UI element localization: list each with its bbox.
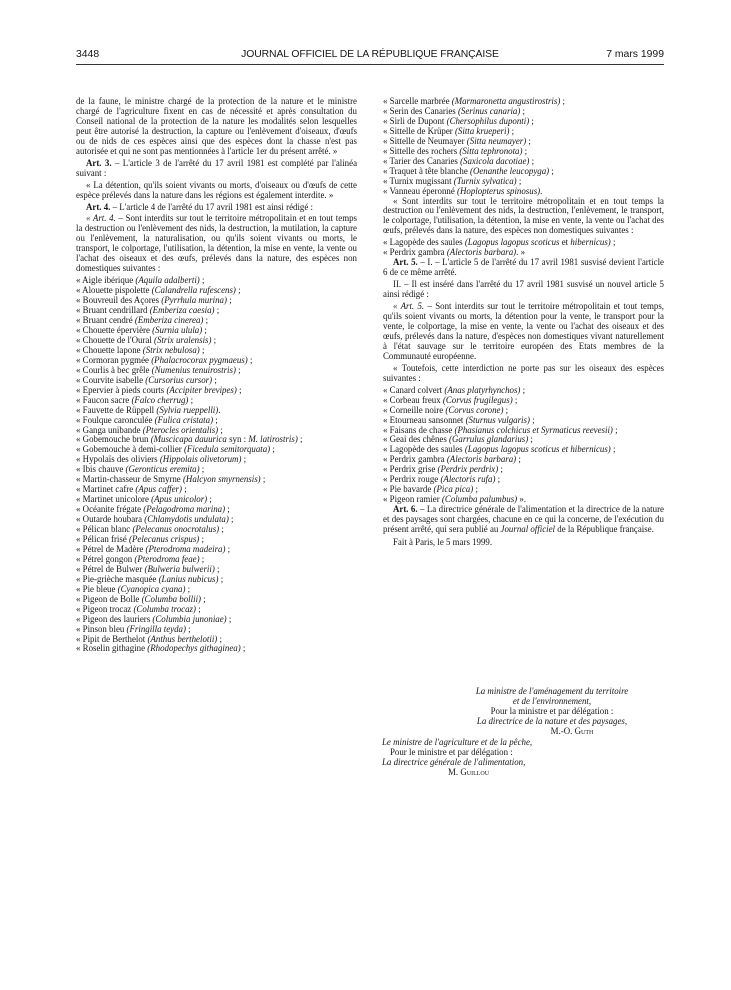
species-latin-name: (Pelagodroma marina) [143,504,226,515]
species-common-name: « Pélican frisé [76,533,129,544]
species-punctuation: ; [236,384,242,395]
species-common-name: « Perdrix rouge [383,474,441,485]
species-punctuation: ; [549,165,554,176]
species-list-exceptions [383,386,664,505]
fait-a-paris: Fait à Paris, le 5 mars 1999. [393,536,493,547]
species-punctuation: ; [199,553,205,564]
species-latin-name: (Calandrella rufescens) [151,285,236,296]
article-5-quote-text: – Sont interdits sur tout le territoire métropolitain et tout temps, qu'ils soient vivants ou morts, la détention pour la vente, le transport pour la vente, le colportage, la mise en vente, la vente ou l'achat des oiseaux et des œufs, prélevés dans la nature, d'espèces non domestiques vivant naturellement à l'état sauvage sur le territoire européen des Etats membres de la Communauté européenne. [383,301,664,361]
species-latin-name: (Alectoris rufa) [440,474,496,485]
species-common-name: « Pinson bleu [76,623,127,634]
species-punctuation: ; [495,474,501,485]
species-punctuation: ; [529,115,534,126]
species-punctuation: ; [199,344,205,355]
sig1-line1: La ministre de l'aménagement du territoire [475,686,629,696]
journal-title: JOURNAL OFFICIEL DE LA RÉPUBLIQUE FRANÇAISE [241,49,499,60]
species-common-name: « Pigeon trocaz [76,603,134,614]
species-latin-name: (Sturnus vulgaris) [465,414,530,425]
species-punctuation: ; [213,414,218,425]
species-latin-name: (Strix uralensis) [154,334,212,345]
species-punctuation: ; [199,275,205,286]
species-punctuation: ; [241,454,247,465]
species-latin-name: (Emberiza cinerea) [134,315,204,326]
article-5-quote-label: « Art. 5. [393,301,425,312]
species-punctuation: ; [214,305,220,316]
species-common-name: « Traquet à tête blanche [383,165,470,176]
journal-officiel-ref: Journal officiel [500,524,556,535]
species-common-name: « Outarde houbara [76,514,145,525]
species-common-name: « Epervier à pieds courts [76,384,167,395]
species-punctuation: ; [185,583,191,594]
species-latin-name: (Rhodopechys githaginea) [147,643,241,654]
signature-block-agriculture [382,738,582,778]
page-number: 3448 [76,49,100,60]
species-punctuation: ; [520,105,525,116]
sig2-name: M. Guillou [448,766,490,777]
species-common-name: « Pétrel de Madère [76,543,146,554]
species-latin-name: (Apus unicolor) [151,494,208,505]
species-latin-name: (Ficedula semitorquata) [183,444,271,455]
species-latin-name: (Pyrrhula murina) [161,295,227,306]
species-punctuation: ; [211,334,217,345]
species-latin-name: (Numenius tenuirostris) [151,364,236,375]
sig1-name: M.-O. Guth [550,725,594,736]
species-punctuation: ; [528,434,533,445]
species-latin-name: (Perdrix perdrix) [437,464,499,475]
article-3-label: Art. 3. [86,157,112,168]
species-punctuation: ». [517,494,526,505]
species-latin-name: (Emberiza caesia) [149,305,215,316]
species-latin-name: (Pelecanus crispus) [129,533,200,544]
species-punctuation: ; [610,237,616,248]
species-latin-name: (Sitta krueperi) [454,125,510,136]
species-punctuation: ; [202,324,207,335]
species-common-name: « Courlis à bec grêle [76,364,152,375]
species-common-name: « Ganga unibande [76,424,143,435]
sig2-line1: Le ministre de l'agriculture et de la pêche, [382,737,533,747]
species-punctuation: ; [498,464,503,475]
paragraph-interdits: « Sont interdits sur tout le territoire métropolitain et en tout temps la destruction ou l'enlèvement des nids, la destruction, l'enlèvement, le transport, le colportage, l'utilisation, la détention, la mise en vente, la vente ou l'achat des œufs, prélevés dans la nature, des espèces non domestiques suivantes : [383,195,664,236]
article-6-end: de la République française. [555,524,654,535]
species-latin-name: M. latirostris) [248,434,298,445]
species-punctuation: ; [529,414,535,425]
species-punctuation: ; [218,573,224,584]
sig2-line2: Pour le ministre et par délégation : [390,746,513,757]
species-common-name: « Alouette pispolette [76,285,152,296]
species-punctuation: ; [203,315,209,326]
species-common-name: « Pie bavarde [383,484,434,495]
species-common-name: « Sarcelle marbrée [383,96,452,106]
species-punctuation: et [559,237,571,248]
article-4-quote-label: « Art. 4. [86,213,116,224]
species-common-name: « Aigle ibérique [76,275,136,286]
paragraph-faune: de la faune, le ministre chargé de la protection de la nature et le ministre chargé de l'agriculture fixent en cas de nécessité et après consultation du Conseil national de la protection de la nature les modalités selon lesquelles peut être autorisé la destruction, la capture ou l'enlèvement d'oiseaux, d'œufs ou de nids de ces espèces ainsi que des espèces dont la chasse n'est pas autorisée et qui ne sont pas mentionnées à l'article 1er du présent arrêté. » [76,96,357,156]
article-3-text: – L'article 3 de l'arrêté du 17 avril 1981 est complété par l'alinéa suivant : [76,157,358,178]
species-latin-name: (Alectoris barbara) [446,454,517,465]
species-punctuation: ; [526,135,531,146]
species-common-name: « Perdrix grise [383,464,438,475]
species-common-name: « Océanite frégate [76,504,144,515]
species-common-name: « Corbeau freux [383,394,443,405]
species-punctuation: ; [240,643,246,654]
species-latin-name: (Apus caffer) [135,484,182,495]
sig1-line4: La directrice de la nature et des paysages, [476,715,628,726]
species-latin-name: (Lagopus lagopus scoticus et hibernicus) [464,444,611,455]
species-latin-name: (Accipiter brevipes) [166,384,237,395]
article-4-quote [76,214,357,274]
species-latin-name: (Lanius nubicus) [158,573,219,584]
article-6 [383,505,664,535]
species-latin-name: (Aquila adalberti) [135,275,200,286]
signature-block-environment [440,687,664,737]
left-column [76,97,357,654]
species-punctuation: ; [235,285,241,296]
species-common-name: « Chouette épervière [76,324,153,335]
species-latin-name: (Marmaronetta angustirostris) [451,96,561,106]
species-common-name: « Martinet cafre [76,484,136,495]
species-latin-name: (Falco cherrug) [131,394,189,405]
article-4-quote-text: – Sont interdits sur tout le territoire métropolitain et en tout temps la destruction ou l'enlèvement des nids, la destruction, la mutilation, la capture ou l'enlèvement, la naturalisation, ou qu'ils soient vivants ou morts, le transport, le colportage, l'utilisation, la détention, la mise en vente, la vente ou l'achat des oiseaux et des œufs, prélevés dans la nature, des espèces non domestiques suivantes : [76,213,357,274]
species-latin-name: (Chlamydotis undulata) [144,514,229,525]
species-common-name: « Sirli de Dupont [383,115,447,126]
species-common-name: « Gobemouche à demi-collier [76,444,184,455]
species-latin-name: (Strix nebulosa) [142,344,200,355]
species-punctuation: ; [509,125,515,136]
species-punctuation: ; [560,96,565,106]
species-item [76,644,357,654]
species-latin-name: (Pelecanus onocrotalus) [132,524,220,535]
species-punctuation: ; [226,613,232,624]
species-common-name: « Sittelle de Krüper [383,125,455,136]
paragraph-detention: « La détention, qu'ils soient vivants ou morts, d'oiseaux ou d'œufs de cette espèce prélevés dans la nature dans les régions est également interdite. » [76,179,357,200]
species-latin-name: (Anthus berthelotii) [147,633,218,644]
article-4-label: Art. 4. [86,201,111,212]
species-latin-name: (Columba trocaz) [133,603,196,614]
sig1-line3: Pour la ministre et par délégation : [490,705,614,716]
sig2-line3: La directrice générale de l'alimentation, [382,756,526,767]
species-latin-name: (Columba bollii) [141,593,201,604]
species-common-name: « Chouette de l'Oural [76,334,155,345]
species-latin-name: (Lagopus lagopus scoticus [464,237,560,248]
species-punctuation: ; [214,563,220,574]
species-latin-name: (Oenanthe leucopyga) [470,165,550,176]
page-header [76,49,664,63]
species-common-name: « Pigeon de Bolle [76,593,142,604]
header-rule [76,64,664,65]
species-punctuation: ; [610,444,616,455]
species-common-name: « Pigeon des lauriers [76,613,153,624]
species-punctuation: ; [270,444,275,455]
species-latin-name: (Alectoris barbara) [446,247,517,258]
species-latin-name: (Saxicola dacotiae) [460,155,530,166]
species-common-name: « Sittelle de Neumayer [383,135,467,146]
species-common-name: « Pélican blanc [76,524,133,535]
species-punctuation: . [218,404,221,415]
species-latin-name: (Serinus canaria) [457,105,521,116]
species-common-name: « Bruant cendrillard [76,305,150,316]
species-punctuation: ; [516,175,522,186]
article-6-text: – La directrice générale de l'alimentation et la directrice de la nature et des paysages sont chargées, chacune en ce qui la concerne, de l'exécution du présent arrêté, qui sera publié au [383,504,664,535]
species-common-name: « Perdrix gambra [383,247,447,258]
species-punctuation: ; [199,464,205,475]
species-punctuation: ; [225,543,231,554]
species-common-name: « Roselin githagine [76,643,148,654]
species-punctuation: ; [219,524,224,535]
species-punctuation: ; [260,474,266,485]
species-latin-name: (Geronticus eremita) [125,464,200,475]
species-common-name: « Etourneau sansonnet [383,414,466,425]
article-5-text: – I. – L'article 5 de l'arrêté du 17 avril 1981 susvisé devient l'article 6 de ce même arrêté. [383,257,664,278]
species-common-name: « Lagopède des saules [383,237,465,248]
article-5 [383,258,664,278]
species-latin-name: (Cursorius cursor) [145,374,213,385]
species-common-name: « Foulque caronculée [76,414,155,425]
species-common-name: « Sittelle des rochers [383,145,460,156]
species-latin-name: (Sylvia rueppelli) [156,404,219,415]
paragraph-toutefois: « Toutefois, cette interdiction ne porte pas sur les oiseaux des espèces suivantes : [383,362,664,383]
species-punctuation: ; [199,533,204,544]
species-common-name: « Chouette lapone [76,344,143,355]
species-punctuation: ; [473,484,478,495]
species-latin-name: (Phasianus colchicus et Syrmaticus reevesii) [454,424,613,435]
species-latin-name: (Halcyon smyrnensis) [182,474,261,485]
species-common-name: « Turnix mugissant [383,175,454,186]
species-latin-name: (Surnia ulula) [152,324,203,335]
species-common-name: « Geai des chênes [383,434,450,445]
species-latin-name: (Corvus corone) [445,404,504,415]
species-common-name: « Pie bleue [76,583,118,594]
species-punctuation: ; [185,623,191,634]
species-punctuation: ; [195,603,201,614]
species-common-name: « Faisans de chasse [383,424,455,435]
species-latin-name: (Bulweria bulwerii) [144,563,215,574]
species-punctuation: ; [212,374,217,385]
species-latin-name: (Turnix sylvatica) [453,175,517,186]
species-common-name: « Corneille noire [383,404,446,415]
species-list-left [76,276,357,654]
species-punctuation: ; [297,434,303,445]
species-common-name: « Hypolaïs des oliviers [76,454,160,465]
species-common-name: « Bruant cendré [76,315,135,326]
species-latin-name: (Sitta tephronota) [459,145,523,156]
species-common-name: « Pie-grièche masquée [76,573,159,584]
species-common-name: « Serin des Canaries [383,105,458,116]
species-latin-name: (Corvus frugilegus) [442,394,513,405]
species-punctuation: ; [612,424,618,435]
species-latin-name: hibernicus) [570,237,611,248]
species-common-name: « Lagopède des saules [383,444,465,455]
species-common-name: « Martinet unicolore [76,494,152,505]
species-latin-name: (Sitta neumayer) [466,135,527,146]
species-latin-name: (Pterocles orientalis) [142,424,219,435]
species-punctuation: ; [247,354,253,365]
species-punctuation: . [540,185,543,196]
species-latin-name: (Cyanopica cyana) [117,583,186,594]
species-common-name: « Perdrix gambra [383,454,447,465]
article-6-label: Art. 6. [393,504,418,515]
species-latin-name: (Fringilla teyda) [126,623,186,634]
species-common-name: « Courvite isabelle [76,374,146,385]
issue-date: 7 mars 1999 [606,49,664,60]
article-3 [76,159,357,179]
species-latin-name: (Fulica cristata) [154,414,214,425]
species-latin-name: (Garrulus glandarius) [449,434,529,445]
species-list-oeufs [383,238,664,258]
species-latin-name: (Hippolais olivetorum) [159,454,242,465]
species-common-name: « Pétrel de Bulwer [76,563,145,574]
species-punctuation: ; [512,394,518,405]
article-5-ii: II. – Il est inséré dans l'arrêté du 17 avril 1981 susvisé un nouvel article 5 ainsi rédigé : [383,279,664,300]
species-punctuation: ; [217,633,222,644]
species-common-name: « Pigeon ramier [383,494,442,505]
species-punctuation: ; [235,364,241,375]
species-common-name: « Ibis chauve [76,464,126,475]
species-latin-name: (Phalacrocorax pygmaeus) [151,354,248,365]
species-common-name: « Martin-chasseur de Smyrne [76,474,183,485]
species-punctuation: ; [503,404,509,415]
species-punctuation: . » [516,247,525,258]
species-punctuation: ; [228,514,234,525]
species-common-name: « Bouvreuil des Açores [76,295,162,306]
species-list-right [383,97,664,197]
right-column [383,97,664,554]
species-common-name: « Pipit de Berthelot [76,633,148,644]
species-latin-name: (Anas platyrhynchos) [444,384,521,395]
species-punctuation: syn : [226,434,249,445]
sig1-line2: et de l'environnement, [512,695,592,706]
species-common-name: « Faucon sacre [76,394,132,405]
species-common-name: « Fauvette de Rüppell [76,404,157,415]
species-punctuation: ; [226,295,232,306]
species-punctuation: ; [516,454,521,465]
species-latin-name: (Columbia junoniae) [152,613,227,624]
article-4 [76,203,357,213]
species-punctuation: ; [218,424,223,435]
species-punctuation: ; [201,593,206,604]
species-common-name: « Vanneau éperonné [383,185,458,196]
species-punctuation: ; [207,494,212,505]
species-punctuation: ; [522,145,528,156]
species-latin-name: (Columba palumbus) [441,494,518,505]
species-latin-name: (Muscicapa dauurica [150,434,227,445]
species-punctuation: ; [520,384,526,395]
species-common-name: « Cormoran pygmée [76,354,152,365]
species-common-name: « Tarier des Canaries [383,155,461,166]
species-latin-name: (Pterodroma madeira) [145,543,226,554]
species-punctuation: ; [225,504,230,515]
species-latin-name: (Hoplopterus spinosus) [457,185,541,196]
species-punctuation: ; [188,394,194,405]
species-latin-name: (Chersophilus duponti) [446,115,530,126]
species-latin-name: (Pica pica) [433,484,474,495]
species-common-name: « Canard colvert [383,384,445,395]
species-common-name: « Gobemouche brun [76,434,151,445]
article-4-text: – L'article 4 de l'arrêté du 17 avril 1981 est ainsi rédigé : [110,201,313,212]
species-common-name: « Pétrel gongon [76,553,135,564]
species-punctuation: ; [529,155,535,166]
article-5-label: Art. 5. [393,257,418,268]
species-punctuation: ; [181,484,187,495]
species-latin-name: (Pterodroma feae) [134,553,200,564]
article-5-quote [383,302,664,362]
